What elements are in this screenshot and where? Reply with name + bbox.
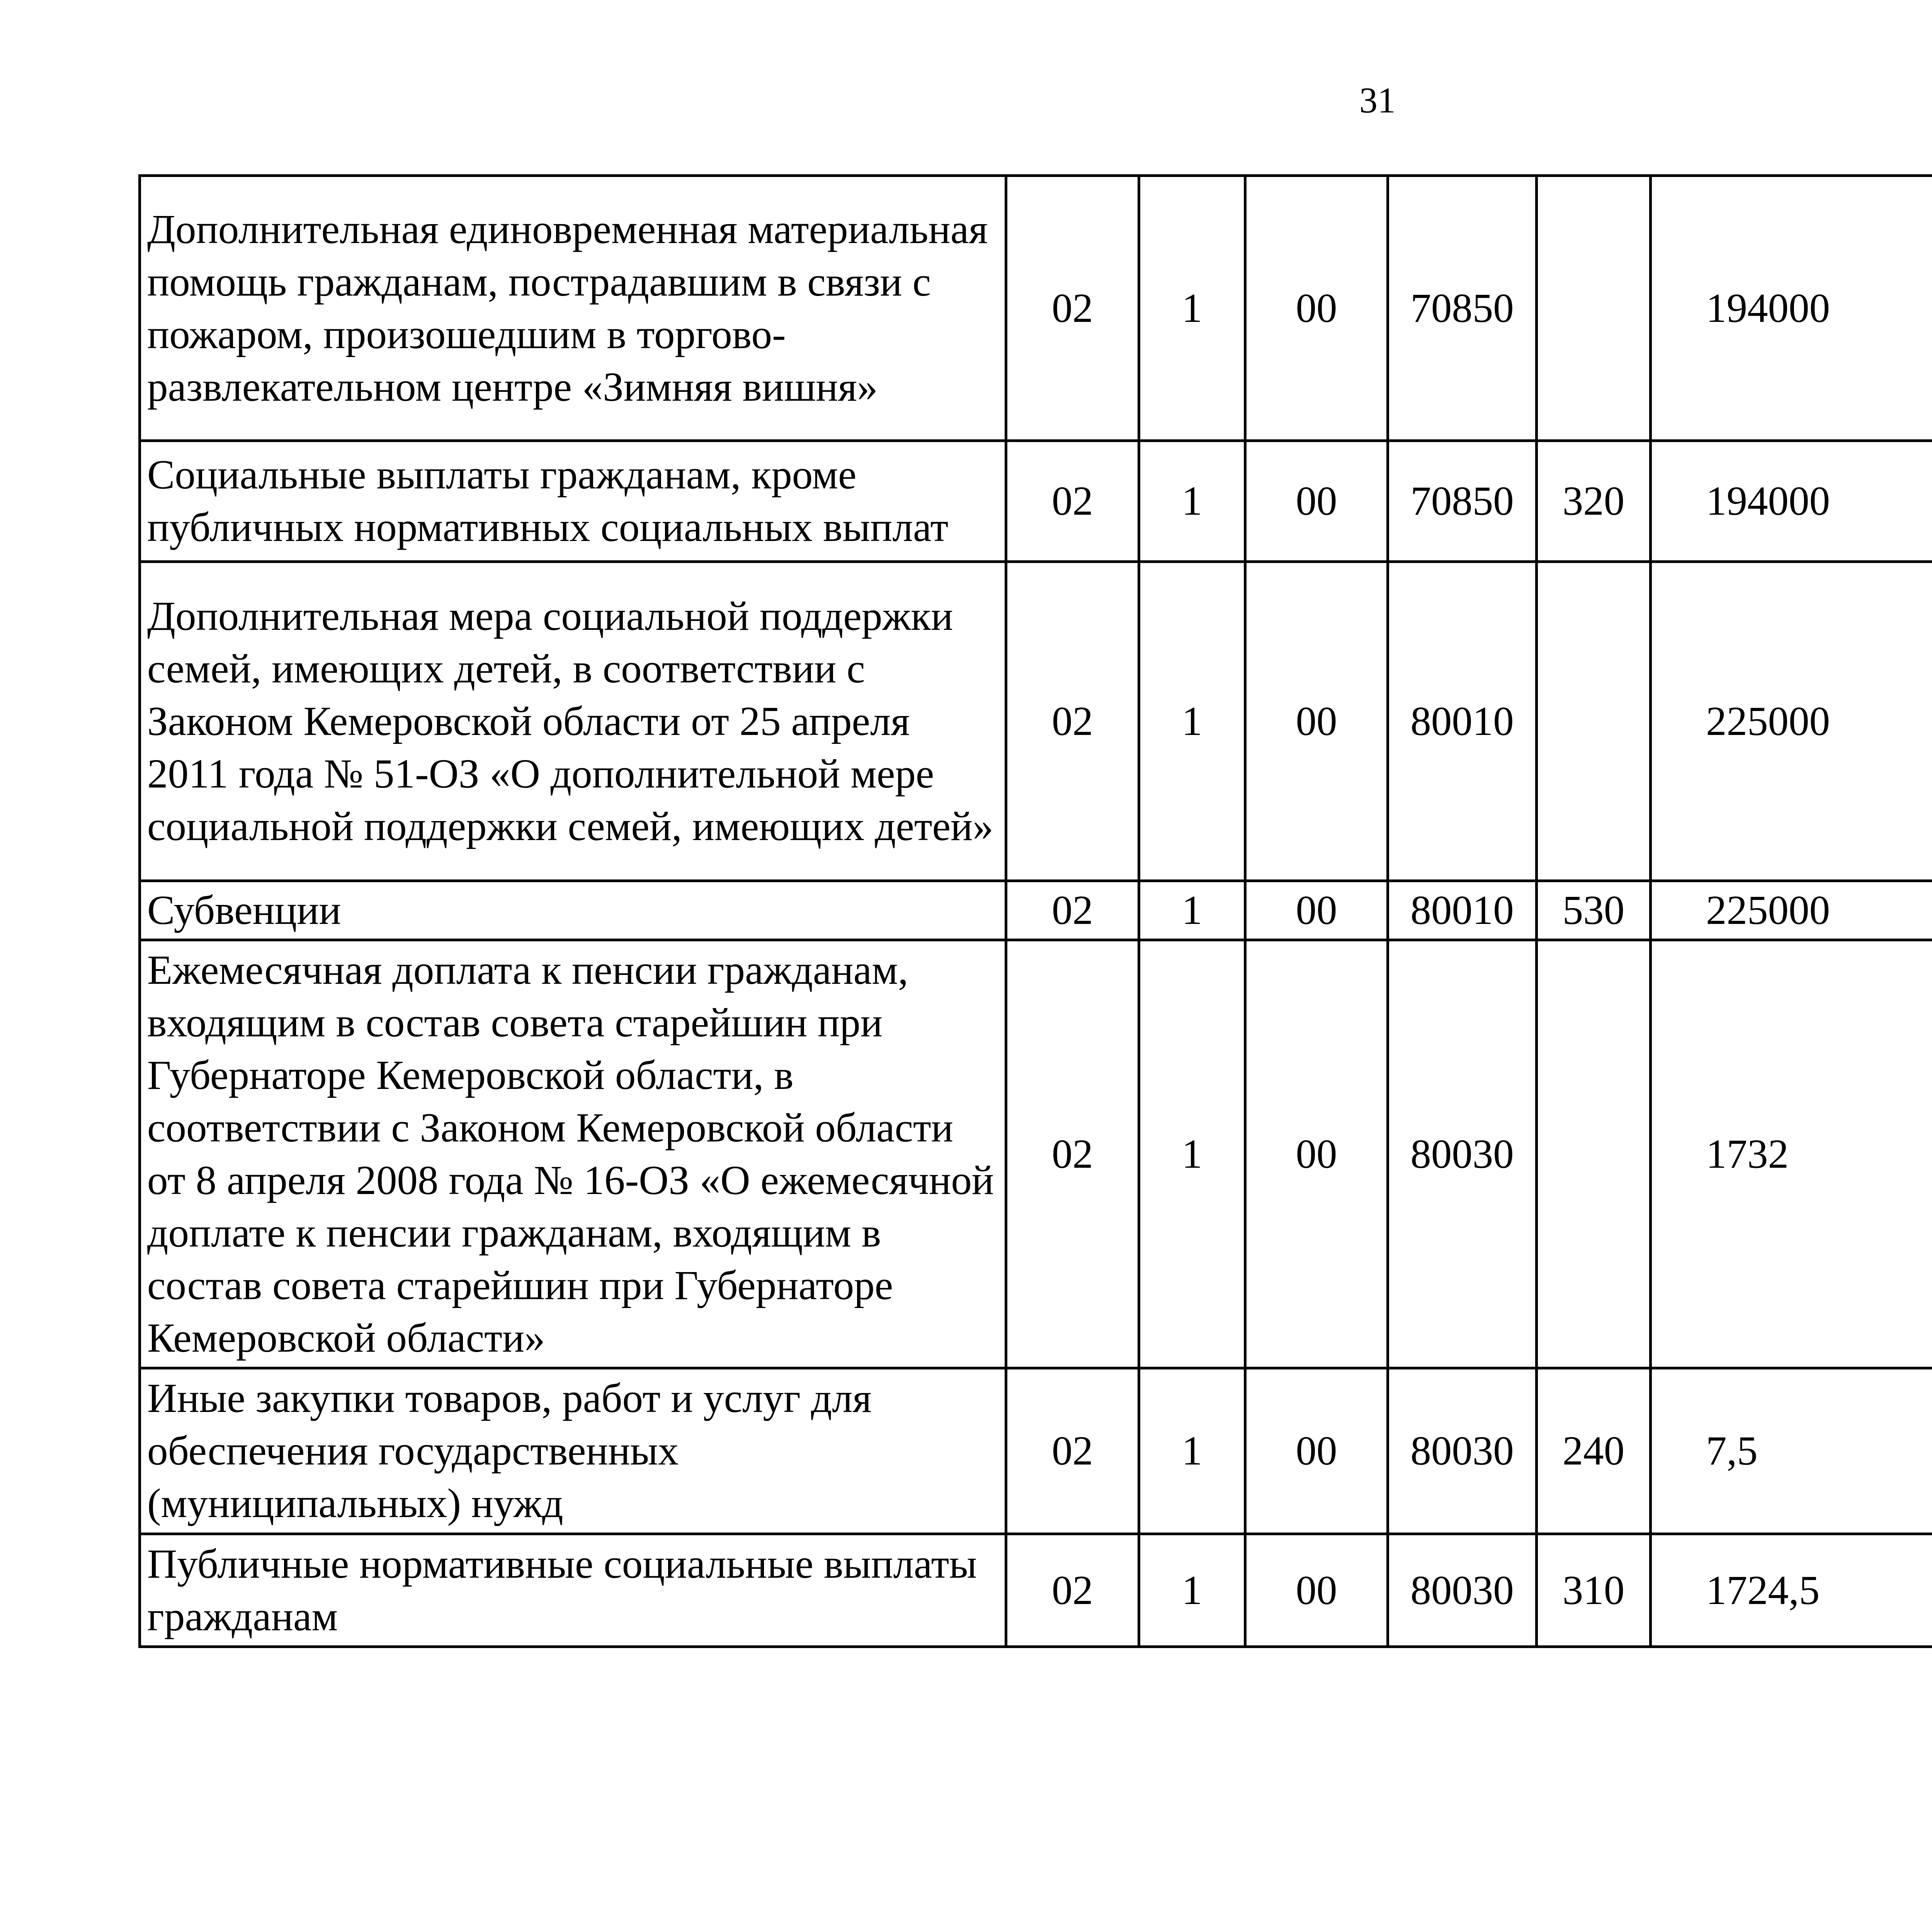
subsection-code: 1 bbox=[1139, 1534, 1245, 1647]
section-code: 02 bbox=[1006, 1368, 1139, 1534]
section-code: 02 bbox=[1006, 1534, 1139, 1647]
target-code: 80010 bbox=[1388, 881, 1537, 940]
section-code: 02 bbox=[1006, 881, 1139, 940]
subsection-code: 1 bbox=[1139, 176, 1245, 441]
subsection-code: 1 bbox=[1139, 1368, 1245, 1534]
table-row bbox=[140, 176, 1932, 441]
section-code: 02 bbox=[1006, 176, 1139, 441]
expense-type-code: 320 bbox=[1537, 441, 1651, 562]
amount-year-1: 1732 bbox=[1651, 940, 1932, 1368]
amount-year-1: 194000 bbox=[1651, 441, 1932, 562]
row-name: Иные закупки товаров, работ и услуг для обеспечения государственных (муниципальных) нужд bbox=[140, 1368, 1006, 1534]
program-code: 00 bbox=[1245, 940, 1388, 1368]
row-name: Социальные выплаты гражданам, кроме публичных нормативных социальных выплат bbox=[140, 441, 1006, 562]
amount-year-1: 7,5 bbox=[1651, 1368, 1932, 1534]
page-number: 31 bbox=[1359, 80, 1396, 121]
row-name: Публичные нормативные социальные выплаты гражданам bbox=[140, 1534, 1006, 1647]
expense-type-code: 240 bbox=[1537, 1368, 1651, 1534]
row-name: Дополнительная единовременная материальная помощь гражданам, пострадавшим в связи с пожаром, произошедшим в торгово-развлекательном центре «Зимняя вишня» bbox=[140, 176, 1006, 441]
subsection-code: 1 bbox=[1139, 940, 1245, 1368]
expense-type-code bbox=[1537, 176, 1651, 441]
target-code: 80030 bbox=[1388, 1368, 1537, 1534]
table-row bbox=[140, 1368, 1932, 1534]
program-code: 00 bbox=[1245, 562, 1388, 881]
expense-type-code bbox=[1537, 940, 1651, 1368]
program-code: 00 bbox=[1245, 441, 1388, 562]
subsection-code: 1 bbox=[1139, 881, 1245, 940]
section-code: 02 bbox=[1006, 940, 1139, 1368]
target-code: 70850 bbox=[1388, 176, 1537, 441]
expense-type-code bbox=[1537, 562, 1651, 881]
row-name: Субвенции bbox=[140, 881, 1006, 940]
section-code: 02 bbox=[1006, 441, 1139, 562]
program-code: 00 bbox=[1245, 881, 1388, 940]
target-code: 80010 bbox=[1388, 562, 1537, 881]
expense-type-code: 310 bbox=[1537, 1534, 1651, 1647]
table-row bbox=[140, 1534, 1932, 1647]
subsection-code: 1 bbox=[1139, 441, 1245, 562]
row-name: Дополнительная мера социальной поддержки семей, имеющих детей, в соответствии с Законом Кемеровской области от 25 апреля 2011 года № 51-ОЗ «О дополнительной мере социальной поддержки семей, имеющих детей» bbox=[140, 562, 1006, 881]
program-code: 00 bbox=[1245, 1534, 1388, 1647]
program-code: 00 bbox=[1245, 1368, 1388, 1534]
target-code: 80030 bbox=[1388, 940, 1537, 1368]
table-row bbox=[140, 940, 1932, 1368]
expense-type-code: 530 bbox=[1537, 881, 1651, 940]
target-code: 80030 bbox=[1388, 1534, 1537, 1647]
table-row bbox=[140, 562, 1932, 881]
row-name: Ежемесячная доплата к пенсии гражданам, входящим в состав совета старейшин при Губернаторе Кемеровской области, в соответствии с Законом Кемеровской области от 8 апреля 2008 года № 16-ОЗ «О ежемесячной доплате к пенсии гражданам, входящим в состав совета старейшин при Губернаторе Кемеровской области» bbox=[140, 940, 1006, 1368]
amount-year-1: 225000 bbox=[1651, 562, 1932, 881]
table-row bbox=[140, 881, 1932, 940]
program-code: 00 bbox=[1245, 176, 1388, 441]
budget-table bbox=[138, 174, 1932, 1648]
section-code: 02 bbox=[1006, 562, 1139, 881]
amount-year-1: 1724,5 bbox=[1651, 1534, 1932, 1647]
target-code: 70850 bbox=[1388, 441, 1537, 562]
amount-year-1: 225000 bbox=[1651, 881, 1932, 940]
subsection-code: 1 bbox=[1139, 562, 1245, 881]
table-row bbox=[140, 441, 1932, 562]
amount-year-1: 194000 bbox=[1651, 176, 1932, 441]
